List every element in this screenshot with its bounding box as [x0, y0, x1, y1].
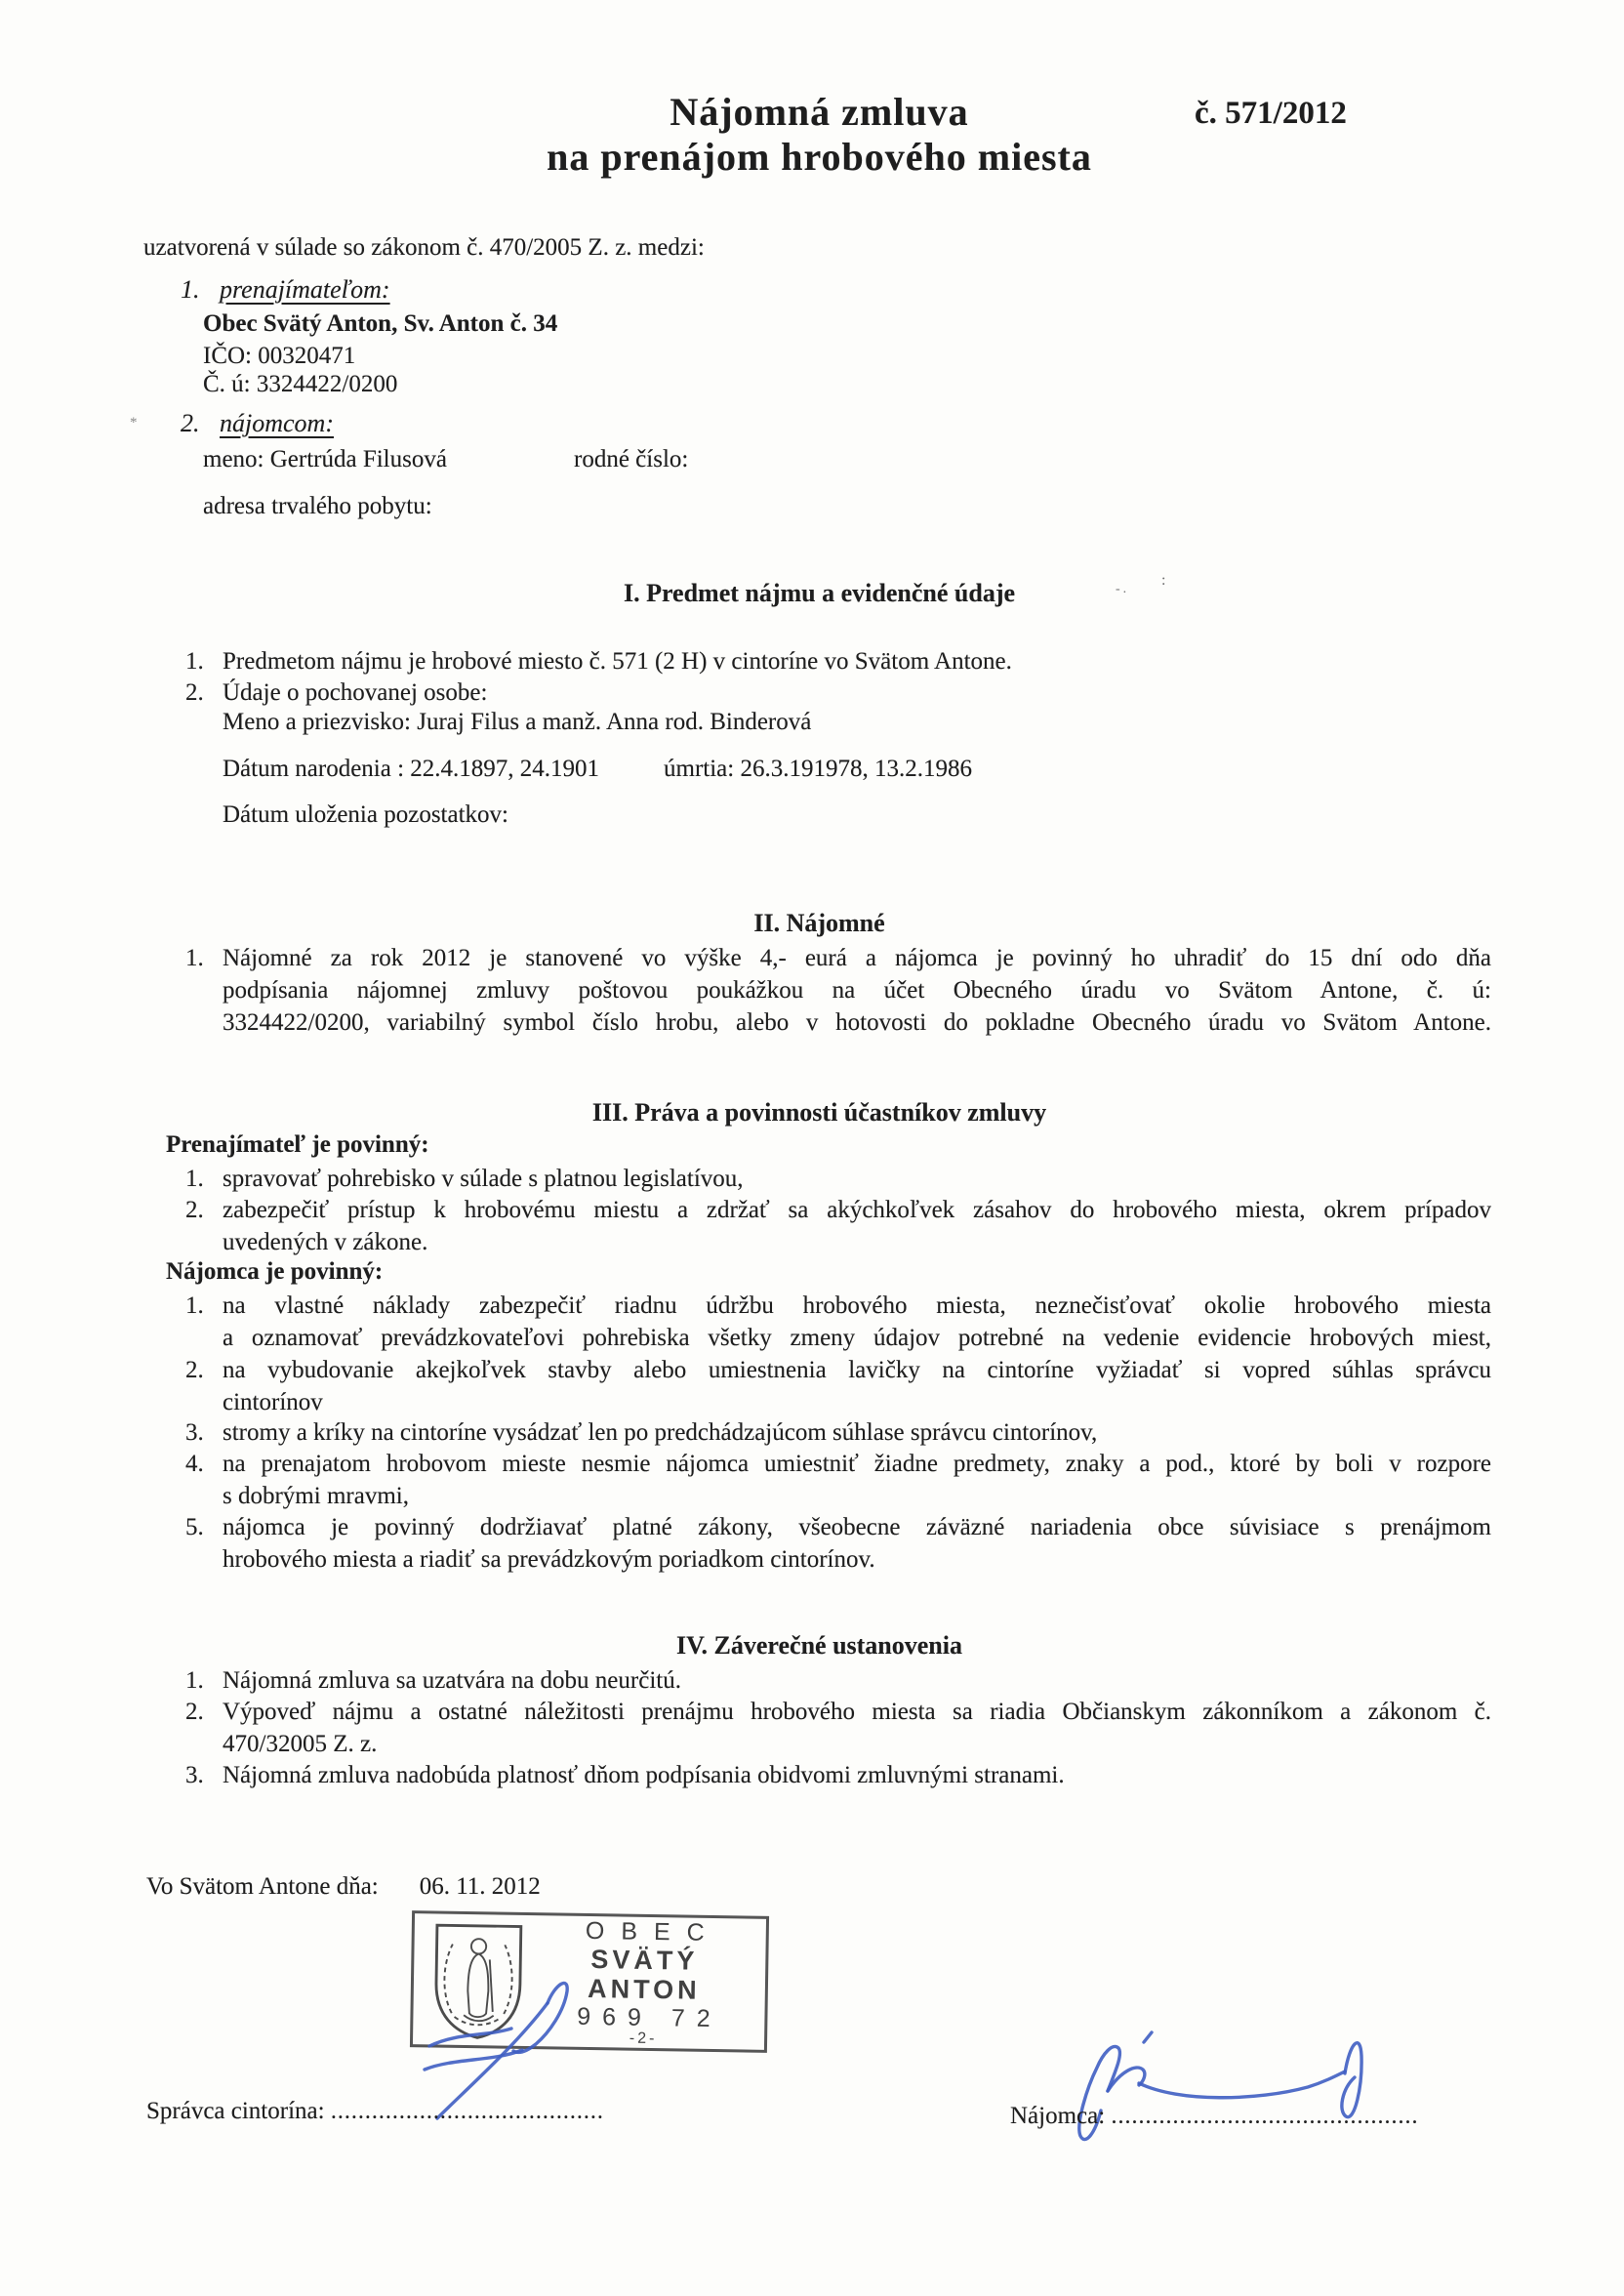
- section3-title: III. Práva a povinnosti účastníkov zmluvy: [591, 1098, 1047, 1127]
- stamp-line-index: -2-: [629, 2030, 658, 2048]
- party-lessor-role: prenajímateľom:: [220, 275, 390, 304]
- signature-tenant: [1062, 2013, 1403, 2154]
- item-number: 2.: [185, 1197, 204, 1223]
- item-number: 4.: [185, 1451, 204, 1477]
- doc-title-line1: Nájomná zmluva: [670, 90, 969, 134]
- section4-item-3: [185, 1759, 1495, 1791]
- party-tenant-row: [181, 409, 334, 438]
- item-line: Nájomné za rok 2012 je stanovené vo výške 4,- eurá a nájomca je povinný ho uhradiť do 15 dní odo dňa: [223, 945, 1491, 971]
- cemetery-admin-label: Správca cintorína:: [146, 2098, 325, 2124]
- item-number: 3.: [185, 1419, 204, 1446]
- item-text: spravovať pohrebisko v súlade s platnou legislatívou,: [223, 1166, 744, 1192]
- section2-item-1: [185, 942, 1495, 1039]
- stamp-line-obec: OBEC: [585, 1916, 721, 1948]
- item-number: 2.: [185, 679, 204, 706]
- item-number: 1.: [185, 1166, 204, 1192]
- tenant-item-4: [185, 1448, 1495, 1512]
- place-label: Vo Svätom Antone dňa:: [146, 1873, 379, 1900]
- signature-dotted-line: ........................................: [330, 2099, 604, 2124]
- section2-title: II. Nájomné: [753, 909, 885, 937]
- tenant-label: Nájomca:: [1010, 2103, 1106, 2129]
- scan-artifact-mark2: :: [1161, 572, 1166, 589]
- item-line: na prenajatom hrobovom mieste nesmie nájomca umiestniť žiadne predmety, znaky a pod., ktoré by boli v rozpore: [223, 1451, 1491, 1477]
- doc-title-line2: na prenájom hrobového miesta: [547, 135, 1092, 179]
- item-line: uvedených v zákone.: [223, 1229, 428, 1255]
- lessor-item-2: [185, 1194, 1495, 1258]
- scan-artifact-mark1: -.: [1116, 582, 1130, 596]
- municipal-stamp: [410, 1910, 769, 2053]
- item-line: a oznamovať prevádzkovateľovi pohrebiska všetky zmeny údajov potrebné na vedenie evidencie hrobových miest,: [223, 1325, 1491, 1351]
- item-line: 470/32005 Z. z.: [223, 1731, 378, 1757]
- item-number: 2.: [185, 1699, 204, 1725]
- stamp-line-town: SVÄTÝ ANTON: [587, 1945, 701, 2005]
- tenant-name-label: meno: Gertrúda Filusová: [203, 446, 447, 472]
- item-text: Údaje o pochovanej osobe:: [223, 679, 488, 706]
- tenant-item-5: [185, 1511, 1495, 1576]
- death-dates: úmrtia: 26.3.191978, 13.2.1986: [664, 756, 972, 782]
- intro-line: uzatvorená v súlade so zákonom č. 470/2005 Z. z. medzi:: [143, 234, 705, 261]
- burial-date-label: Dátum uloženia pozostatkov:: [223, 801, 508, 828]
- contract-number: č. 571/2012: [1195, 96, 1347, 131]
- tenant-address-label: adresa trvalého pobytu:: [203, 493, 432, 519]
- item-text: Nájomná zmluva sa uzatvára na dobu neurčitú.: [223, 1667, 681, 1694]
- place-date-row: [146, 1873, 541, 1901]
- scan-artifact-margin: *: [130, 415, 138, 430]
- item-line: nájomca je povinný dodržiavať platné zákony, všeobecne záväzné nariadenia obce súvisiace s prenájmom: [223, 1514, 1491, 1540]
- coat-of-arms-graphic: [425, 1917, 532, 2042]
- item-number: 1.: [185, 648, 204, 675]
- item-number: 1.: [185, 945, 204, 971]
- item-text: [223, 942, 1491, 1039]
- dates-row: [223, 756, 972, 783]
- item-line: Výpoveď nájmu a ostatné náležitosti prenájmu hrobového miesta sa riadia Občianskym zákonníkom a zákonom č.: [223, 1699, 1491, 1725]
- item-line: 3324422/0200, variabilný symbol číslo hrobu, alebo v hotovosti do pokladne Obecného úradu vo Svätom Antone.: [223, 1009, 1491, 1036]
- item-number: 3.: [185, 1762, 204, 1788]
- tenant-item-2: [185, 1354, 1495, 1418]
- tenant-item-1: [185, 1290, 1495, 1354]
- signing-date: 06. 11. 2012: [419, 1873, 541, 1900]
- item-line: hrobového miesta a riadiť sa prevádzkovým poriadkom cintorínov.: [223, 1546, 875, 1573]
- item-number: 1.: [185, 1667, 204, 1694]
- item-text: Nájomná zmluva nadobúda platnosť dňom podpísania obidvomi zmluvnými stranami.: [223, 1762, 1065, 1788]
- section4-item-1: [185, 1664, 1495, 1697]
- birth-dates: Dátum narodenia : 22.4.1897, 24.1901: [223, 756, 600, 782]
- item-line: s dobrými mravmi,: [223, 1483, 409, 1509]
- party-lessor-number: 1.: [181, 275, 200, 304]
- tenant-duties-heading: Nájomca je povinný:: [166, 1258, 384, 1285]
- party-tenant-role: nájomcom:: [220, 409, 334, 437]
- party-lessor-row: [181, 275, 390, 305]
- tenant-sign-row: [1010, 2103, 1418, 2130]
- section1-item-1: [185, 645, 1495, 677]
- lessor-account: Č. ú: 3324422/0200: [203, 371, 398, 397]
- party-tenant-number: 2.: [181, 409, 200, 437]
- stamp-text-block: [530, 1916, 758, 2049]
- lessor-duties-heading: Prenajímateľ je povinný:: [166, 1131, 429, 1158]
- item-text: [223, 1354, 1491, 1418]
- section4-title: IV. Záverečné ustanovenia: [676, 1631, 962, 1660]
- item-text: Predmetom nájmu je hrobové miesto č. 571 (2 H) v cintoríne vo Svätom Antone.: [223, 648, 1012, 675]
- lessor-name: Obec Svätý Anton, Sv. Anton č. 34: [203, 310, 558, 337]
- item-number: 1.: [185, 1292, 204, 1319]
- coat-of-arms: [425, 1917, 532, 2042]
- lessor-ico: IČO: 00320471: [203, 343, 356, 369]
- item-line: na vlastné náklady zabezpečiť riadnu údržbu hrobového miesta, neznečisťovať okolie hrobového miesta: [223, 1292, 1491, 1319]
- tenant-birth-number-label: rodné číslo:: [574, 446, 689, 472]
- tenant-item-3: [185, 1416, 1495, 1449]
- item-text: stromy a kríky na cintoríne vysádzať len po predchádzajúcom súhlase správcu cintorínov,: [223, 1419, 1098, 1446]
- item-line: na vybudovanie akejkoľvek stavby alebo umiestnenia lavičky na cintoríne vyžiadať si vopred súhlas správcu: [223, 1357, 1491, 1383]
- item-number: 5.: [185, 1514, 204, 1540]
- item-line: cintorínov: [223, 1389, 323, 1415]
- stamp-line-zip: 969 72: [576, 2002, 722, 2033]
- item-line: podpísania nájomnej zmluvy poštovou poukážkou na účet Obecného úradu vo Svätom Antone, č. ú:: [223, 977, 1491, 1004]
- item-text: [223, 1290, 1491, 1354]
- signature-dotted-line: .............................................: [1111, 2104, 1419, 2129]
- section1-title: I. Predmet nájmu a evidenčné údaje: [623, 579, 1016, 607]
- item-line: zabezpečiť prístup k hrobovému miestu a zdržať sa akýchkoľvek zásahov do hrobového miesta, okrem prípadov: [223, 1197, 1491, 1223]
- item-number: 2.: [185, 1357, 204, 1383]
- section1-item-2: [185, 676, 1495, 709]
- deceased-name-row: Meno a priezvisko: Juraj Filus a manž. Anna rod. Binderová: [223, 709, 812, 735]
- section4-item-2: [185, 1696, 1495, 1760]
- lessor-item-1: [185, 1163, 1495, 1195]
- item-text: [223, 1448, 1491, 1512]
- item-text: [223, 1194, 1491, 1258]
- item-text: [223, 1511, 1491, 1576]
- cemetery-admin-sign-row: [146, 2098, 604, 2125]
- item-text: [223, 1696, 1491, 1760]
- tenant-name-row: [203, 446, 688, 473]
